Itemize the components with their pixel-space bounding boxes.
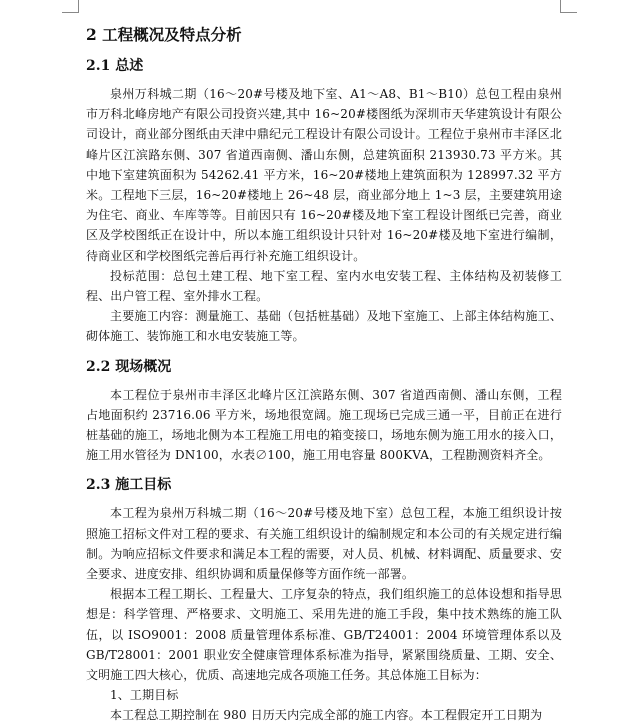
paragraph: 本工程为泉州万科城二期（16～20#号楼及地下室）总包工程，本施工组织设计按照施工招标文件对工程的要求、有关施工组织设计的编制规定和本公司的有关规定进行编制。为响应招标文件要求和满足本工程的需要，对人员、机械、材料调配、质量要求、安全要求、进度安排、组织协调和质量保修等方面作统一部署。	[86, 506, 562, 582]
section-2-1	[86, 54, 562, 347]
paragraph: 主要施工内容：测量施工、基础（包括桩基础）及地下室施工、上部主体结构施工、砌体施工、装饰施工和水电安装施工等。	[86, 309, 562, 344]
section-heading: 2.3 施工目标	[86, 477, 172, 494]
document-body	[86, 22, 562, 726]
page-corner-mark-right	[560, 0, 577, 13]
list-item: 1、工期目标	[110, 688, 179, 703]
paragraph: 投标范围：总包土建工程、地下室工程、室内水电安装工程、主体结构及初装修工程、出户管工程、室外排水工程。	[86, 268, 562, 304]
section-heading: 2.1 总述	[86, 58, 144, 74]
section-2-2	[86, 355, 562, 466]
paragraph: 本工程位于泉州市丰泽区北峰片区江滨路东侧、307 省道西南侧、潘山东侧，工程占地面积约 23716.06 平方米，场地很宽阔。施工现场已完成三通一平，目前正在进行桩基础的施工，场地北侧为本工程施工用电的箱变接口，场地东侧为施工用水的接入口，施工用水管径为 DN100，水表∅100，施工用电容量 800KVA，工程勘测资料齐全。	[86, 387, 562, 463]
page-corner-mark-left	[62, 0, 79, 13]
section-2-3	[86, 473, 562, 725]
paragraph: 根据本工程工期长、工程量大、工序复杂的特点，我们组织施工的总体设想和指导思想是：科学管理、严格要求、文明施工、采用先进的施工手段，集中技术熟练的施工队伍，以 ISO9001：2008 质量管理体系标准、GB/T24001：2004 环境管理体系以及 GB/T28001：2001 职业安全健康管理体系标准为指导，紧紧围绕质量、工期、安全、文明施工四大核心，优质、高速地完成各项施工任务。其总体施工目标为：	[86, 587, 562, 683]
paragraph: 本工程总工期控制在 980 日历天内完成全部的施工内容。本工程假定开工日期为	[110, 708, 543, 723]
chapter-title: 2 工程概况及特点分析	[86, 25, 242, 44]
paragraph: 泉州万科城二期（16～20#号楼及地下室、A1～A8、B1～B10）总包工程由泉州市万科北峰房地产有限公司投资兴建,其中 16~20#楼图纸为深圳市天华建筑设计有限公司设计，商业部分图纸由天津中鼎纪元工程设计有限公司设计。工程位于泉州市丰泽区北峰片区江滨路东侧、307 省道西南侧、潘山东侧，总建筑面积 213930.73 平方米。其中地下室建筑面积为 54262.41 平方米，16~20#楼地上建筑面积为 128997.32 平方米。工程地下三层，16~20#楼地上 26~48 层，商业部分地上 1~3 层，主要建筑用途为住宅、商业、车库等等。目前因只有 16~20#楼及地下室工程设计图纸已完善，商业区及学校图纸正在设计中，所以本施工组织设计只针对 16~20#楼及地下室进行编制，待商业区和学校图纸完善后再行补充施工组织设计。	[86, 87, 562, 263]
section-heading: 2.2 现场概况	[86, 358, 172, 375]
